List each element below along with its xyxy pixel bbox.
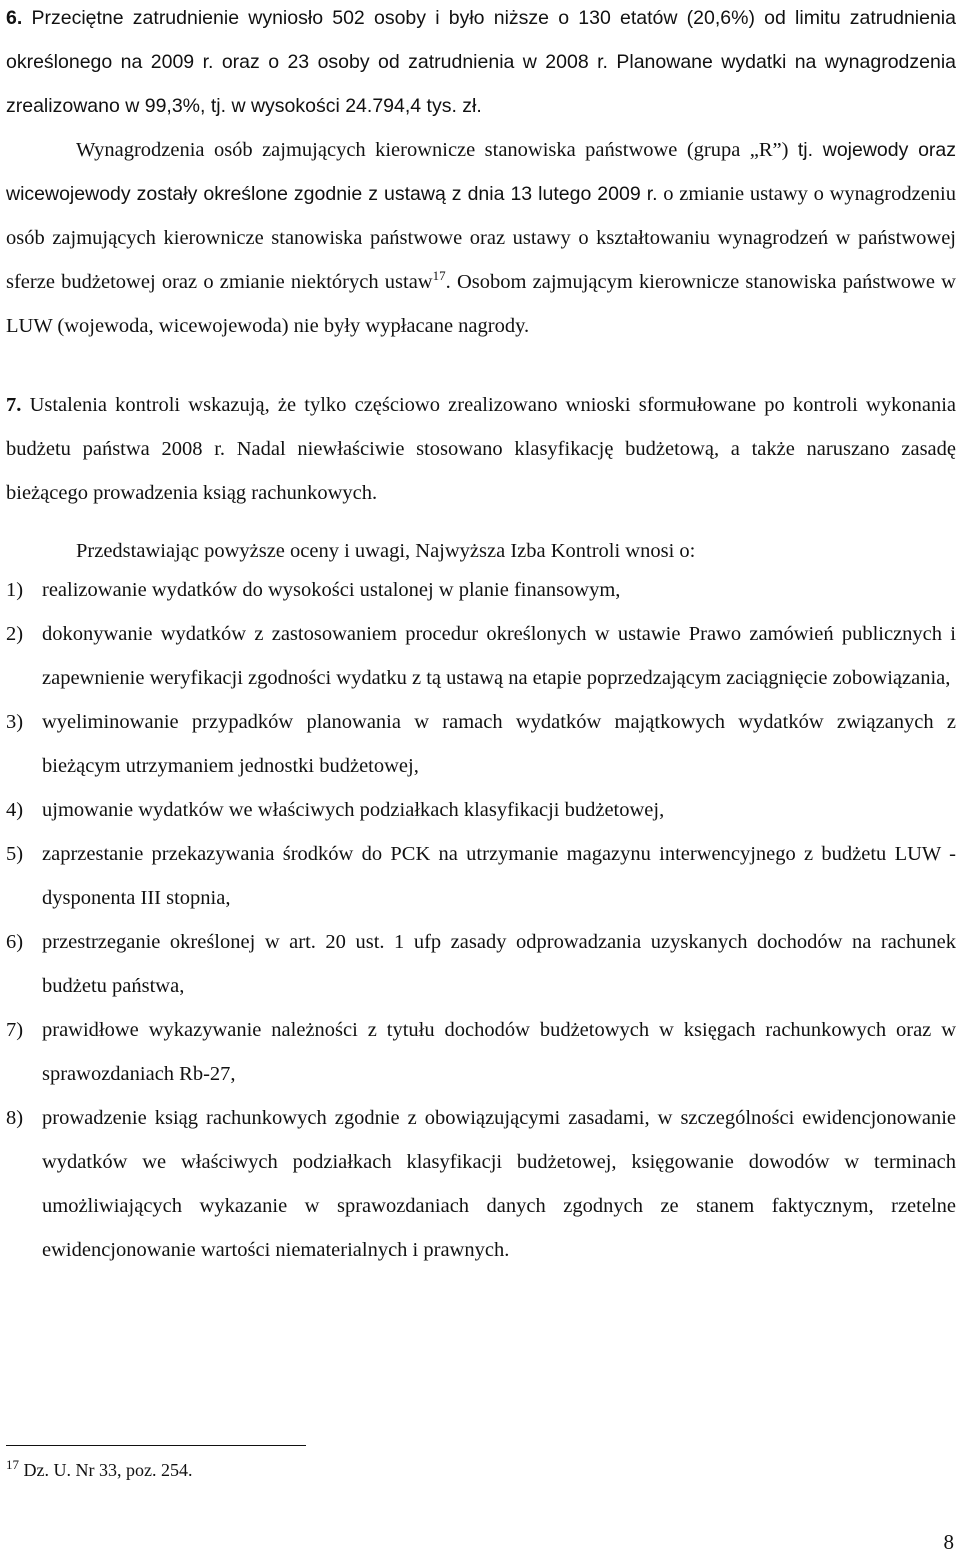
footnote-separator <box>6 1445 306 1446</box>
list-item <box>6 1008 956 1096</box>
page-number: 8 <box>943 1530 954 1554</box>
paragraph-text: Ustalenia kontroli wskazują, że tylko częściowo zrealizowano wnioski sformułowane po kontroli wykonania budżetu państwa 2008 r. Nadal niewłaściwie stosowano klasyfikację budżetową, a także naruszano zasadę bieżącego prowadzenia ksiąg rachunkowych. <box>6 394 956 504</box>
paragraph-text: tj. wojewody oraz wicewojewody zostały określone zgodnie z ustawą z dnia 13 lutego 2009 r. <box>6 139 956 205</box>
list-marker: 2) <box>6 623 24 645</box>
list-item <box>6 568 956 612</box>
list-marker: 8) <box>6 1107 24 1129</box>
list-item-text: realizowanie wydatków do wysokości ustalonej w planie finansowym, <box>42 579 621 601</box>
footnote-reference: 17 <box>432 268 446 284</box>
list-item-text: prawidłowe wykazywanie należności z tytułu dochodów budżetowych w księgach rachunkowych oraz w sprawozdaniach Rb-27, <box>42 1019 956 1085</box>
paragraph-text: Wynagrodzenia osób zajmujących kierownicze stanowiska państwowe (grupa „R”) <box>76 139 789 161</box>
paragraph-number: 7. <box>6 394 22 416</box>
list-item-text: zaprzestanie przekazywania środków do PCK na utrzymanie magazynu interwencyjnego z budżetu LUW - dysponenta III stopnia, <box>42 843 956 909</box>
recommendations-intro: Przedstawiając powyższe oceny i uwagi, Najwyższa Izba Kontroli wnosi o: <box>76 540 696 562</box>
list-item <box>6 832 956 920</box>
paragraph-text: Przeciętne zatrudnienie wyniosło 502 osoby i było niższe o 130 etatów (20,6%) od limitu zatrudnienia określonego na 2009 r. oraz o 23 osoby od zatrudnienia w 2008 r. Planowane wydatki na wynagrodzenia zrealizowano w 99,3%, tj. w wysokości 24.794,4 tys. zł. <box>6 7 956 117</box>
paragraph-6 <box>6 0 956 348</box>
list-item-text: prowadzenie ksiąg rachunkowych zgodnie z obowiązującymi zasadami, w szczególności ewidencjonowanie wydatków we właściwych podziałkach klasyfikacji budżetowej, księgowanie dowodów w terminach umożliwiających wykazanie w sprawozdaniach danych zgodnych ze stanem faktycznym, rzetelne ewidencjonowanie wartości niematerialnych i prawnych. <box>42 1107 956 1261</box>
list-marker: 6) <box>6 931 24 953</box>
paragraph-7 <box>6 383 956 515</box>
list-item-text: ujmowanie wydatków we właściwych podziałkach klasyfikacji budżetowej, <box>42 799 665 821</box>
paragraph-text: o zmianie ustawy o wynagrodzeniu osób zajmujących kierownicze stanowiska państwowe oraz ustawy o kształtowaniu wynagrodzeń w państwowej sferze budżetowej oraz o zmianie niektórych ustaw <box>6 183 957 293</box>
list-item-text: wyeliminowanie przypadków planowania w ramach wydatków majątkowych wydatków związanych z bieżącym utrzymaniem jednostki budżetowej, <box>42 711 956 777</box>
list-marker: 5) <box>6 843 24 865</box>
paragraph-number: 6. <box>6 7 23 29</box>
list-item <box>6 1096 956 1272</box>
list-item <box>6 788 956 832</box>
list-item <box>6 700 956 788</box>
list-marker: 3) <box>6 711 24 733</box>
list-marker: 4) <box>6 799 24 821</box>
recommendations-list <box>6 568 956 1272</box>
paragraph-text: . Osobom zajmującym kierownicze stanowiska państwowe w LUW (wojewoda, wicewojewoda) nie były wypłacane nagrody. <box>6 271 956 337</box>
footnote <box>6 1457 192 1483</box>
list-item-text: dokonywanie wydatków z zastosowaniem procedur określonych w ustawie Prawo zamówień publicznych i zapewnienie weryfikacji zgodności wydatku z tą ustawą na etapie poprzedzającym zaciągnięcie zobowiązania, <box>42 623 956 689</box>
list-marker: 7) <box>6 1019 24 1041</box>
list-item <box>6 612 956 700</box>
list-marker: 1) <box>6 579 24 601</box>
footnote-text: Dz. U. Nr 33, poz. 254. <box>19 1460 193 1480</box>
footnote-number: 17 <box>6 1457 19 1472</box>
list-item <box>6 920 956 1008</box>
list-item-text: przestrzeganie określonej w art. 20 ust. 1 ufp zasady odprowadzania uzyskanych dochodów na rachunek budżetu państwa, <box>42 931 956 997</box>
